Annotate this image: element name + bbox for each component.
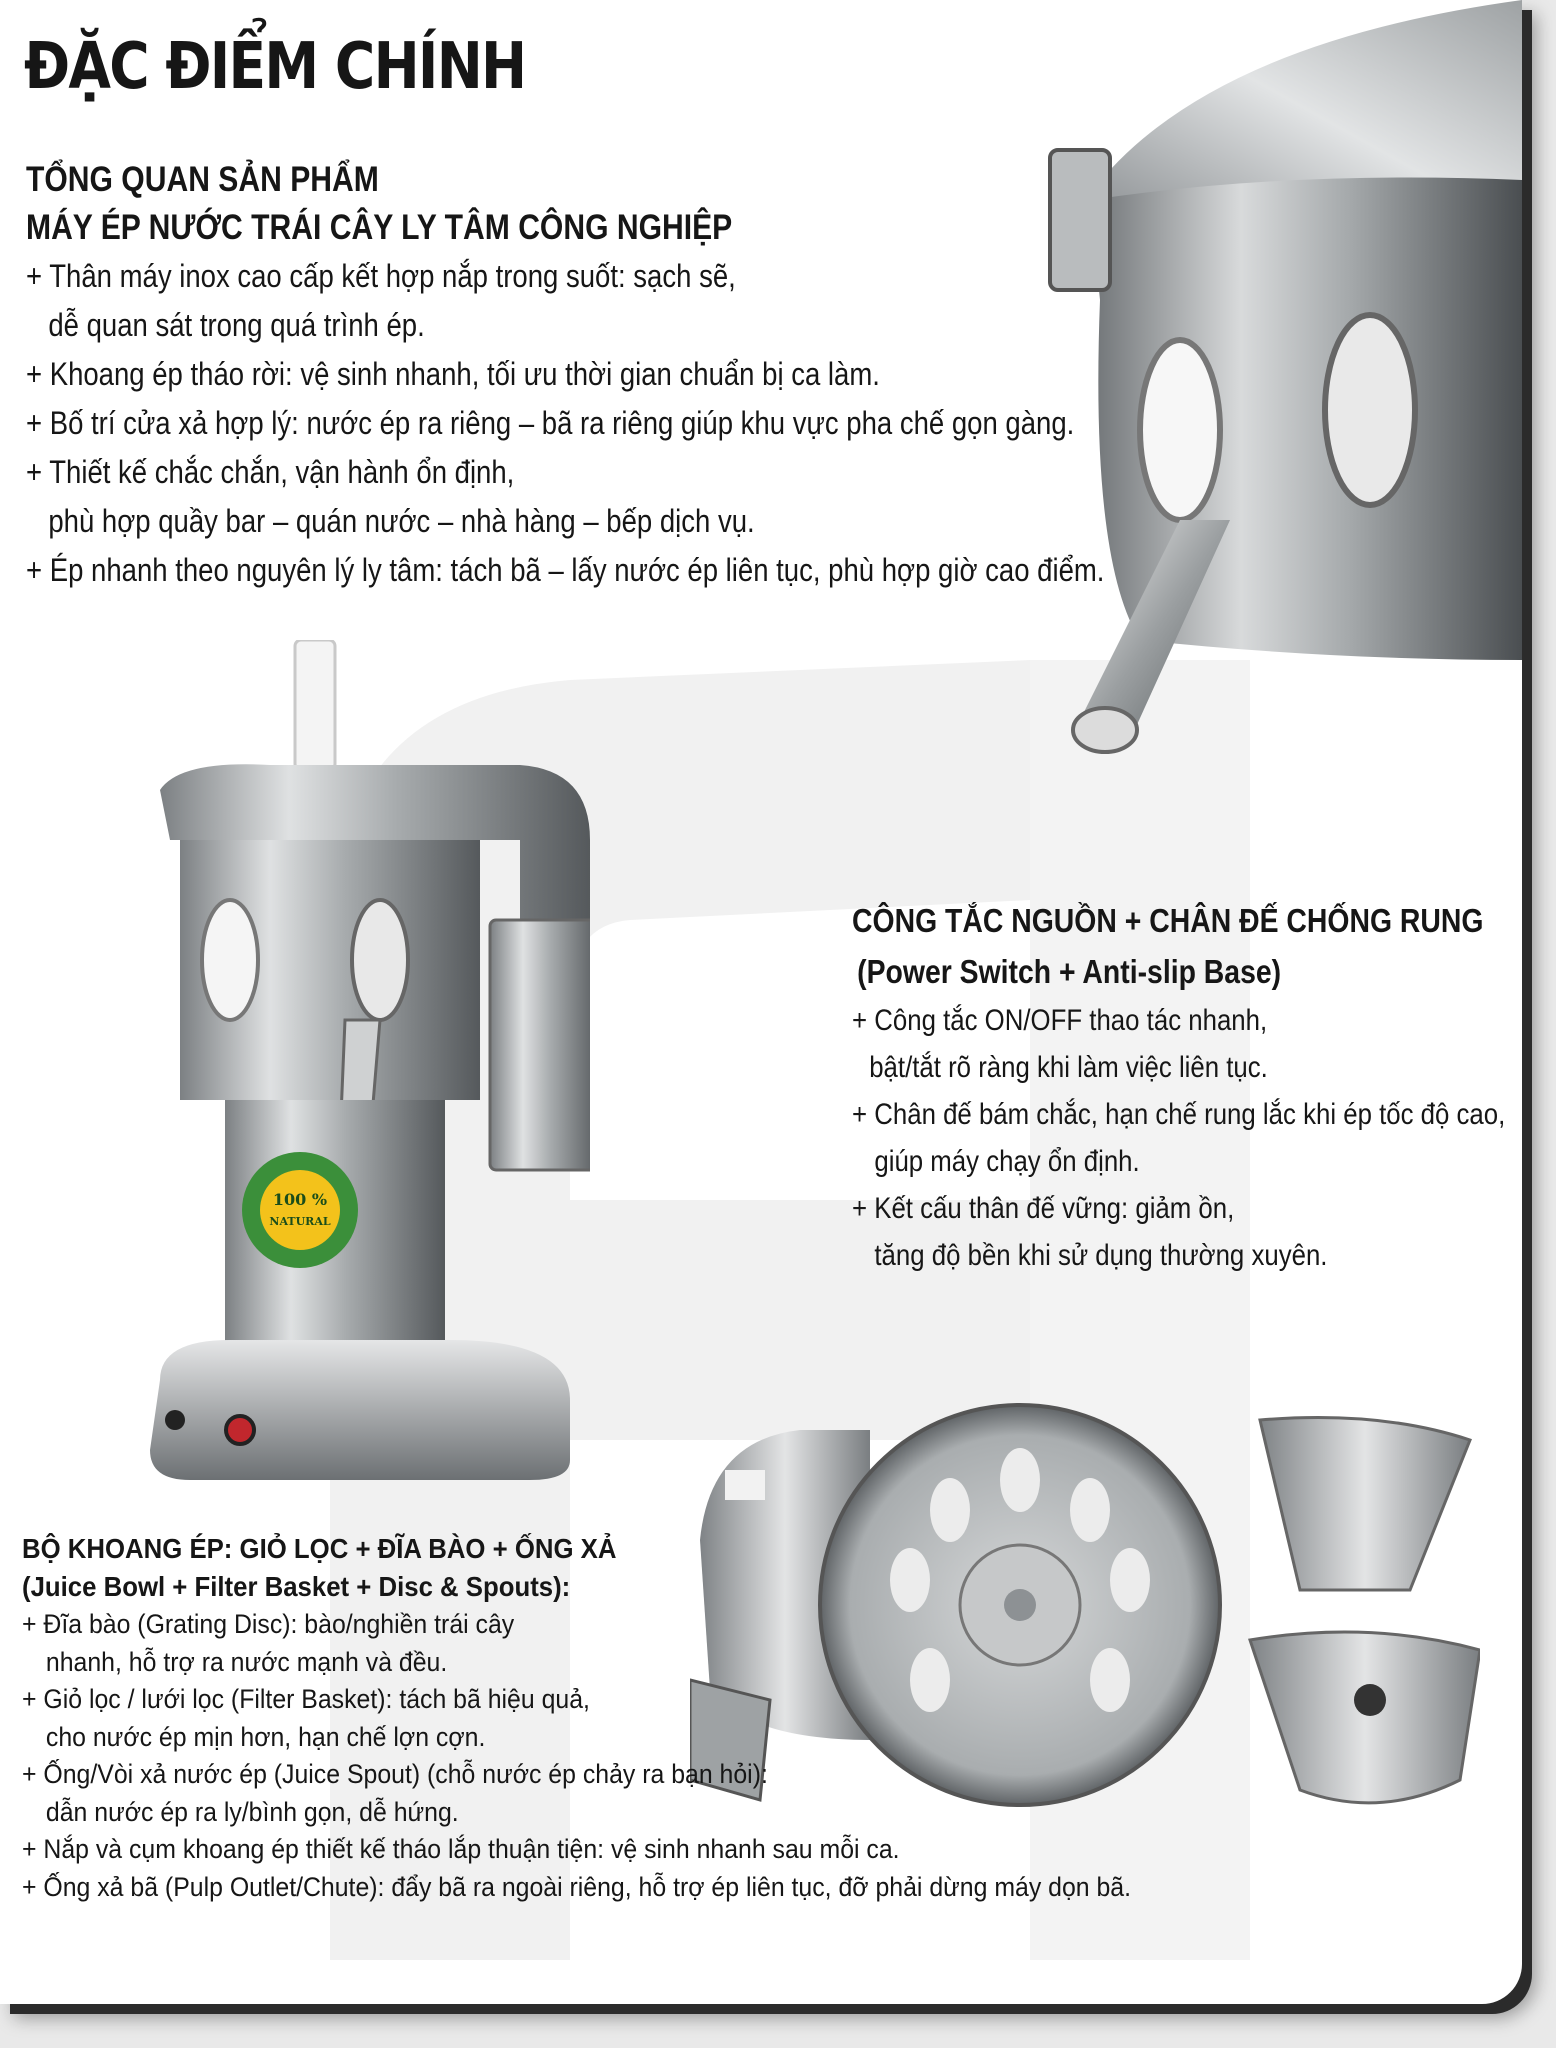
overview-section — [26, 156, 1280, 595]
overview-line: + Bố trí cửa xả hợp lý: nước ép ra riêng – bã ra riêng giúp khu vực pha chế gọn gàng. — [26, 405, 1075, 441]
chamber-line: dẫn nước ép ra ly/bình gọn, dễ hứng. — [45, 1796, 459, 1827]
juicer-product-photo — [150, 640, 590, 1480]
power-line: tăng độ bền khi sử dụng thường xuyên. — [874, 1239, 1328, 1272]
chamber-heading: BỘ KHOANG ÉP: GIỎ LỌC + ĐĨA BÀO + ỐNG XẢ — [22, 1533, 617, 1564]
chamber-line: cho nước ép mịn hơn, hạn chế lợn cợn. — [45, 1721, 486, 1752]
power-heading: CÔNG TẮC NGUỒN + CHÂN ĐẾ CHỐNG RUNG — [852, 902, 1484, 939]
chamber-line: + Giỏ lọc / lưới lọc (Filter Basket): tách bã hiệu quả, — [22, 1684, 590, 1714]
sticker-natural: NATURAL — [269, 1215, 331, 1228]
chamber-line: + Đĩa bào (Grating Disc): bào/nghiền trái cây — [22, 1609, 515, 1639]
power-button-icon — [165, 1410, 185, 1430]
chamber-line: + Nắp và cụm khoang ép thiết kế tháo lắp thuận tiện: vệ sinh nhanh sau mỗi ca. — [22, 1834, 900, 1864]
chamber-section — [22, 1530, 1227, 1906]
overview-line: phù hợp quầy bar – quán nước – nhà hàng – bếp dịch vụ. — [48, 503, 755, 539]
chamber-subheading: (Juice Bowl + Filter Basket + Disc & Spouts): — [22, 1571, 571, 1602]
overview-line: + Khoang ép tháo rời: vệ sinh nhanh, tối ưu thời gian chuẩn bị ca làm. — [26, 356, 880, 392]
power-line: + Kết cấu thân đế vững: giảm ồn, — [852, 1192, 1235, 1225]
power-line: + Chân đế bám chắc, hạn chế rung lắc khi ép tốc độ cao, — [852, 1098, 1506, 1131]
power-line: + Công tắc ON/OFF thao tác nhanh, — [852, 1004, 1268, 1037]
power-subheading: (Power Switch + Anti-slip Base) — [857, 953, 1282, 990]
power-line: giúp máy chạy ổn định. — [874, 1145, 1140, 1178]
sticker-100: 100 % — [272, 1190, 328, 1209]
indicator-light-icon — [226, 1416, 254, 1444]
overview-line: + Thiết kế chắc chắn, vận hành ổn định, — [26, 454, 515, 490]
page-title: ĐẶC ĐIỂM CHÍNH — [24, 30, 526, 104]
overview-line: + Thân máy inox cao cấp kết hợp nắp trong suốt: sạch sẽ, — [26, 258, 736, 294]
overview-line: + Ép nhanh theo nguyên lý ly tâm: tách bã – lấy nước ép liên tục, phù hợp giờ cao điểm. — [26, 552, 1105, 588]
chamber-line: + Ống/Vòi xả nước ép (Juice Spout) (chỗ nước ép chảy ra bạn hỏi): — [22, 1759, 768, 1789]
chamber-line: nhanh, hỗ trợ ra nước mạnh và đều. — [45, 1646, 448, 1677]
chamber-line: + Ống xả bã (Pulp Outlet/Chute): đẩy bã ra ngoài riêng, hỗ trợ ép liên tục, đỡ phải dừng máy dọn bã. — [22, 1871, 1132, 1902]
power-line: bật/tắt rõ ràng khi làm việc liên tục. — [869, 1051, 1268, 1084]
power-section — [852, 895, 1522, 1279]
overview-subheading: MÁY ÉP NƯỚC TRÁI CÂY LY TÂM CÔNG NGHIỆP — [26, 208, 733, 247]
overview-line: dễ quan sát trong quá trình ép. — [48, 307, 425, 343]
overview-heading: TỔNG QUAN SẢN PHẨM — [26, 160, 379, 199]
